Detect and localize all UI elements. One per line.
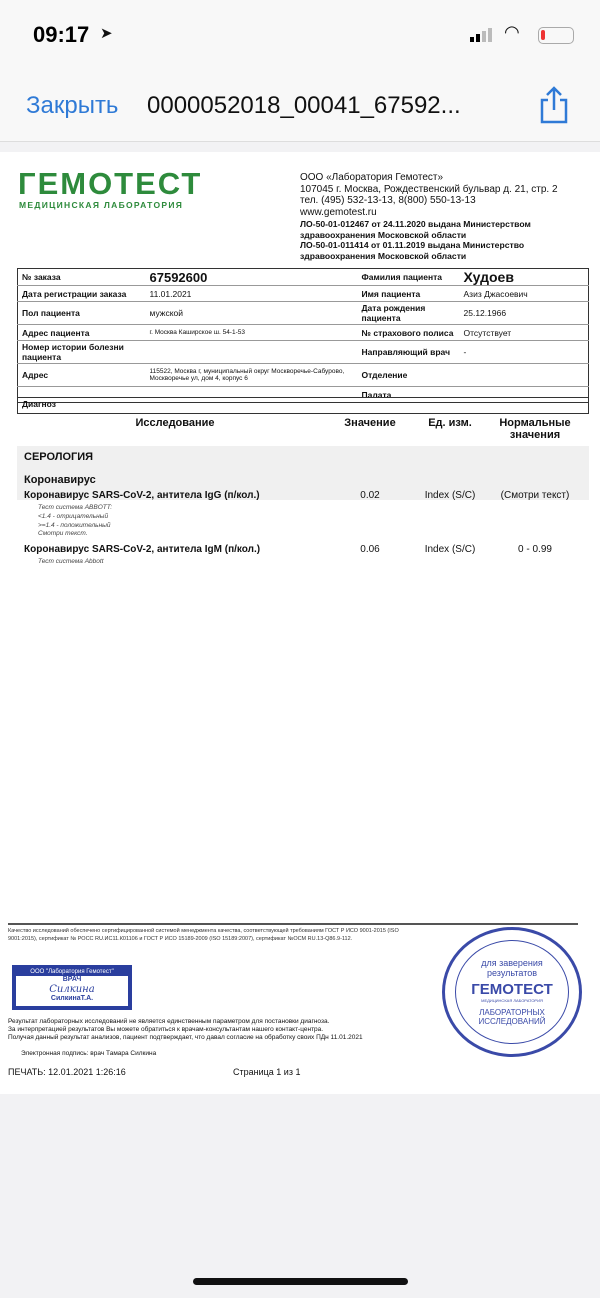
dob: 25.12.1966 bbox=[460, 302, 589, 325]
stamp-role: ВРАЧ bbox=[62, 976, 82, 983]
policy-label: № страхового полиса bbox=[358, 325, 460, 341]
status-bar bbox=[0, 0, 600, 70]
regdate-label: Дата регистрации заказа bbox=[18, 286, 146, 302]
ward-label: Палата bbox=[361, 389, 392, 400]
addr-label: Адрес пациента bbox=[18, 325, 146, 341]
license-1: ЛО-50-01-012467 от 24.11.2020 выдана Министерством здравоохранения Московской области bbox=[300, 219, 531, 240]
sex-label: Пол пациента bbox=[18, 302, 146, 325]
disclaimer-1: Результат лабораторных исследований не является единственным параметром для постановки диагноза. bbox=[8, 1018, 330, 1025]
org-address: 107045 г. Москва, Рождественский бульвар д. 21, стр. 2 bbox=[300, 183, 558, 195]
doctor-label: Направляющий врач bbox=[358, 341, 460, 364]
section-title: СЕРОЛОГИЯ bbox=[24, 451, 94, 463]
seal-text: для заверения bbox=[481, 958, 543, 968]
test-norm: 0 - 0.99 bbox=[518, 544, 552, 555]
group-title: Коронавирус bbox=[24, 474, 96, 486]
quality-statement: Качество исследований обеспечено сертифицированной системой менеджмента качества, соответствующей требованиям ГОСТ Р ИСО 9001-2015 (ISO 9001:2015), сертификат № РОСС RU.ИС11.К01106 и ГОСТ Р ИСО 15189-2009 (ISO 15189:2007), сертификат №ОСМ RU.13-Q86.9-112. bbox=[8, 928, 399, 942]
disclaimer bbox=[8, 1018, 428, 1043]
seal-text: результатов bbox=[486, 968, 537, 978]
org-info bbox=[300, 172, 590, 261]
regdate: 11.01.2021 bbox=[146, 286, 358, 302]
lab-seal bbox=[442, 927, 582, 1057]
license-2: ЛО-50-01-011414 от 01.11.2019 выдана Министерство здравоохранения Московской области bbox=[300, 240, 525, 261]
test-unit: Index (S/C) bbox=[424, 544, 476, 555]
result-row bbox=[24, 490, 584, 539]
patient-address: г. Москва Каширское ш. 54-1-53 bbox=[146, 325, 358, 341]
test-value: 0.06 bbox=[360, 544, 380, 555]
dob-label: Дата рождения пациента bbox=[358, 302, 460, 325]
battery-icon bbox=[538, 27, 574, 44]
clock: 09:17 bbox=[33, 22, 90, 47]
header-value: Значение bbox=[344, 417, 396, 429]
dept-label: Отделение bbox=[358, 364, 460, 387]
test-name: Коронавирус SARS-CoV-2, антитела IgM (п/кол.) bbox=[24, 544, 261, 555]
header-norm: Нормальные значения bbox=[499, 417, 571, 441]
logo: ГЕМОТЕСТ bbox=[18, 166, 203, 201]
note: >=1.4 - положительный bbox=[38, 521, 111, 529]
electronic-signature: Электронная подпись: врач Тамара Силкина bbox=[21, 1050, 157, 1057]
doctor-stamp bbox=[12, 965, 132, 1010]
test-notes bbox=[38, 504, 584, 539]
nav-bar bbox=[0, 70, 600, 142]
policy: Отсутствует bbox=[460, 325, 589, 341]
history-label: Номер истории болезни пациента bbox=[18, 341, 146, 364]
surname-label: Фамилия пациента bbox=[358, 269, 460, 286]
patient-info-table bbox=[17, 268, 589, 403]
org-website[interactable]: www.gemotest.ru bbox=[300, 206, 377, 218]
name-label: Имя пациента bbox=[358, 286, 460, 302]
seal-subtitle: МЕДИЦИНСКАЯ ЛАБОРАТОРИЯ bbox=[481, 998, 543, 1003]
doctor: - bbox=[460, 341, 589, 364]
stamp-top: ООО "Лаборатория Гемотест" bbox=[16, 969, 128, 976]
signature: Силкина bbox=[49, 984, 95, 995]
note: <1.4 - отрицательный bbox=[38, 512, 109, 520]
share-icon[interactable] bbox=[538, 86, 570, 124]
test-value: 0.02 bbox=[360, 490, 380, 501]
note: Тест система Abbott bbox=[38, 558, 104, 565]
address-label: Адрес bbox=[18, 364, 146, 387]
document-title: 0000052018_00041_67592... bbox=[147, 92, 461, 119]
close-button[interactable]: Закрыть bbox=[26, 92, 119, 119]
seal-text: ЛАБОРАТОРНЫХ bbox=[479, 1008, 545, 1017]
test-name: Коронавирус SARS-CoV-2, антитела IgG (п/кол.) bbox=[24, 490, 260, 501]
diagnosis-label: Диагноз bbox=[17, 397, 589, 414]
test-unit: Index (S/C) bbox=[424, 490, 476, 501]
header-test: Исследование bbox=[135, 417, 215, 429]
result-row bbox=[24, 544, 584, 567]
wifi-icon: ◠ bbox=[504, 22, 520, 42]
note: Тест система ABBOTT: bbox=[38, 504, 113, 511]
seal-brand: ГЕМОТЕСТ bbox=[471, 981, 553, 998]
order-number: 67592600 bbox=[146, 269, 358, 286]
test-norm: (Смотри текст) bbox=[500, 490, 570, 501]
stamp-name: СилкинаТ.А. bbox=[50, 995, 94, 1002]
org-phone: тел. (495) 532-13-13, 8(800) 550-13-13 bbox=[300, 195, 476, 206]
order-label: № заказа bbox=[18, 269, 146, 286]
sex: мужской bbox=[146, 302, 358, 325]
surname: Худоев bbox=[460, 269, 589, 286]
patient-name: Азиз Джасоевич bbox=[460, 286, 589, 302]
page-number: Страница 1 из 1 bbox=[233, 1067, 301, 1077]
home-indicator[interactable] bbox=[193, 1278, 408, 1285]
disclaimer-3: Получая данный результат анализов, пациент подтверждает, что давал согласие на обработку своих ПДн 11.01.2021 bbox=[8, 1034, 363, 1042]
print-date: ПЕЧАТЬ: 12.01.2021 1:26:16 bbox=[8, 1067, 126, 1077]
address: 115522, Москва г, муниципальный округ Москворечье-Сабурово, Москворечье ул, дом 4, корпус 6 bbox=[146, 364, 358, 387]
note: Смотри текст. bbox=[38, 530, 88, 538]
header-unit: Ед. изм. bbox=[428, 417, 472, 429]
org-name: ООО «Лаборатория Гемотест» bbox=[300, 172, 444, 183]
disclaimer-2: За интерпретацией результатов Вы можете обратиться к врачам-консультантам нашего контакт-центра. bbox=[8, 1026, 324, 1034]
logo-subtitle: МЕДИЦИНСКАЯ ЛАБОРАТОРИЯ bbox=[19, 200, 184, 210]
location-icon: ➤ bbox=[100, 25, 113, 42]
signal-icon bbox=[470, 28, 494, 42]
seal-text: ИССЛЕДОВАНИЙ bbox=[478, 1017, 546, 1026]
footer-divider bbox=[8, 923, 578, 925]
